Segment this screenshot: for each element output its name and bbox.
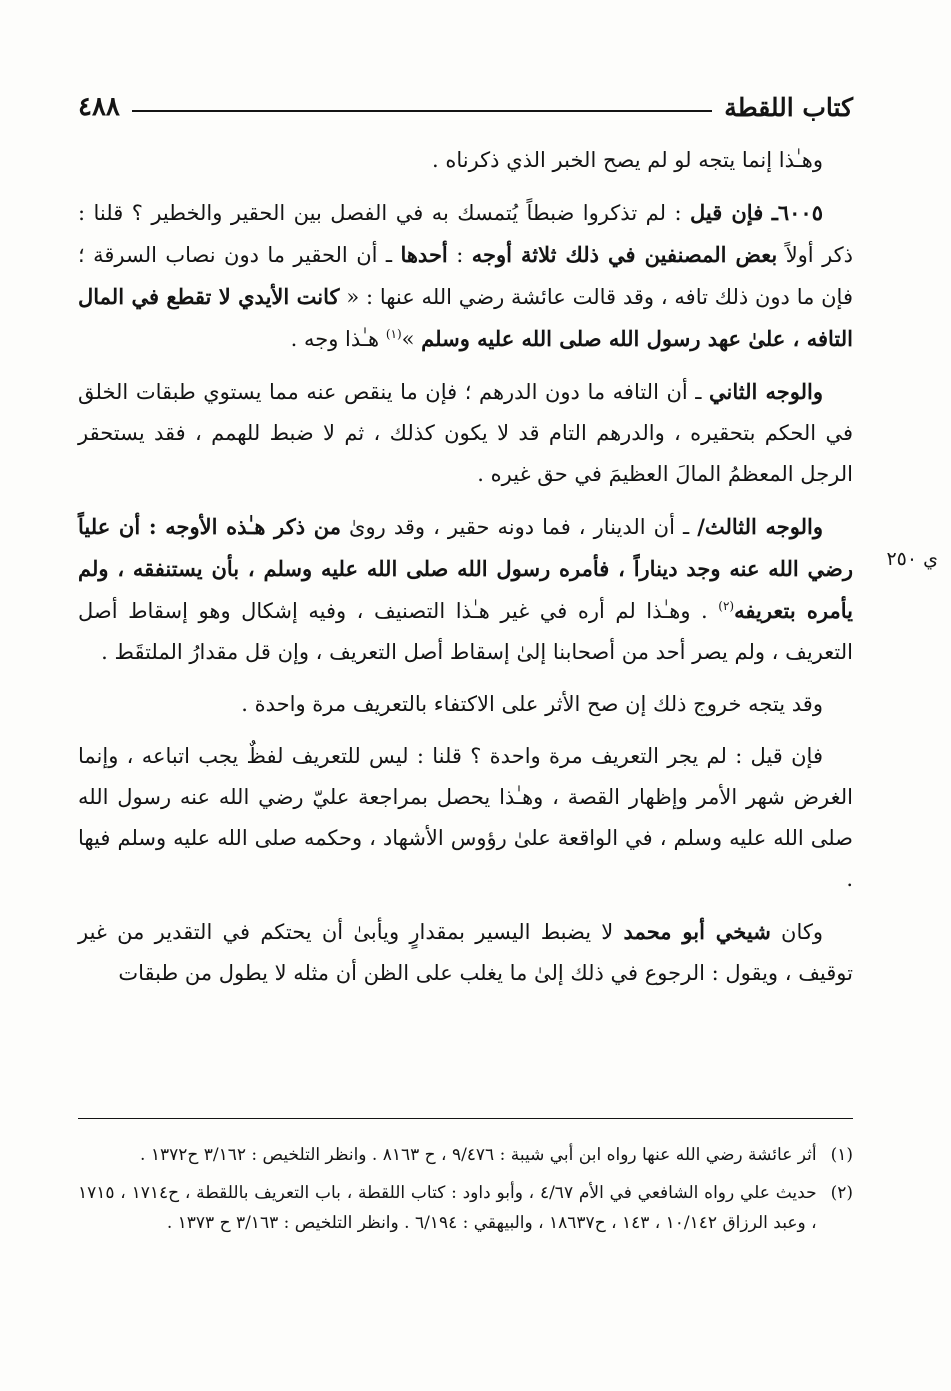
- main-text: [78, 140, 853, 1005]
- paragraph-2-text: »: [401, 327, 422, 351]
- paragraph-4: [78, 506, 853, 673]
- paragraph-5: وقد يتجه خروج ذلك إن صح الأثر على الاكتفاء بالتعريف مرة واحدة .: [241, 692, 823, 716]
- footnote-number: (٢): [830, 1183, 853, 1203]
- paragraph-2-text: : لم تذكروا ضبطاً يُتمسك به في الفصل بين الحقير والخطير ؟ قلنا : ذكر أولاً: [78, 201, 854, 267]
- issue-number: ٦٠٠٥ـ: [771, 200, 823, 225]
- paragraph-7: [78, 911, 853, 994]
- footnote-ref-2: (٢): [718, 599, 735, 613]
- paragraph-2-bold-1: بعض المصنفين في ذلك ثلاثة أوجه: [471, 242, 778, 267]
- footnote-number: (١): [830, 1145, 853, 1165]
- paragraph-2-bold-2: أحدها: [400, 242, 448, 267]
- footnote-ref-1: (١): [385, 327, 402, 341]
- footnote-2: [78, 1178, 853, 1238]
- running-header: [78, 80, 853, 120]
- paragraph-4-text: . وهـٰذا لم أره في غير هـٰذا التصنيف ، وفيه إشكال وهو إسقاط أصل التعريف ، ولم يصر أحد من أصحابنا إلىٰ إسقاط أصل التعريف ، وإن قل مقدارُ الملتقَط .: [78, 599, 853, 664]
- paragraph-2: [78, 192, 853, 360]
- paragraph-4-bold: من ذكر هـٰذه الأوجه : أن علياً رضي الله عنه وجد ديناراً ، فأمره رسول الله صلى الله عليه وسلم ، بأن يستنفقه ، ولم يأمره بتعريفه: [78, 514, 853, 623]
- paragraph-7-text: وكان: [770, 920, 824, 944]
- header-rule: [132, 110, 712, 112]
- paragraph-6: فإن قيل : لم يجر التعريف مرة واحدة ؟ قلنا : ليس للتعريف لفظٌ يجب اتباعه ، وإنما الغرض شهر الأمر وإظهار القصة ، وهـٰذا يحصل بمراجعة عليّ رضي الله عنه رسول الله صلى الله عليه وسلم ، في الواقعة علىٰ رؤوس الأشهاد ، وحكمه صلى الله عليه وسلم فيها .: [78, 744, 853, 891]
- paragraph-2-text: هـٰذا وجه .: [290, 327, 386, 351]
- footnote-text: أثر عائشة رضي الله عنها رواه ابن أبي شيبة : ٩/٤٧٦ ، ح ٨١٦٣ . وانظر التلخيص : ٣/١٦٢ ح١٣٧٢ .: [140, 1145, 817, 1165]
- footnote-1: [78, 1140, 853, 1170]
- page-number: ٤٨٨: [78, 92, 120, 122]
- book-title: كتاب اللقطة: [724, 93, 853, 122]
- paragraph-3-text: ـ أن التافه ما دون الدرهم ؛ فإن ما ينقص عنه مما يستوي طبقات الخلق في الحكم بتحقيره ، والدرهم التام قد لا يكون كذلك ، ثم لا ضبط للهمم ، فقد يستحقر الرجل المعظمُ المالَ العظيمَ في حق غيره .: [78, 380, 853, 486]
- paragraph-4-lead: والوجه الثالث/: [697, 514, 823, 539]
- margin-page-reference: ي ٢٥٠: [886, 548, 938, 570]
- footnote-text: حديث علي رواه الشافعي في الأم ٤/٦٧ ، وأبو داود : كتاب اللقطة ، باب التعريف باللقطة ، ح١٧١٤ ، ١٧١٥ ، وعبد الرزاق ١٠/١٤٢ ، ١٤٣ ، ح١٨٦٣٧ ، والبيهقي : ٦/١٩٤ . وانظر التلخيص : ٣/١٦٣ ح ١٣٧٣ .: [78, 1183, 817, 1233]
- paragraph-1: وهـٰذا إنما يتجه لو لم يصح الخبر الذي ذكرناه .: [431, 148, 823, 172]
- paragraph-3-lead: والوجه الثاني: [709, 379, 823, 404]
- paragraph-3: [78, 371, 853, 495]
- paragraph-7-bold: شيخي أبو محمد: [623, 919, 771, 944]
- paragraph-2-lead: فإن قيل: [690, 200, 764, 225]
- paragraph-2-text: :: [447, 243, 472, 267]
- footnote-separator: [78, 1118, 853, 1119]
- paragraph-4-text: ـ أن الدينار ، فما دونه حقير ، وقد روىٰ: [341, 515, 698, 539]
- paragraph-2-text: ـ أن الحقير ما دون نصاب السرقة ؛ فإن ما دون ذلك تافه ، وقد قالت عائشة رضي الله عنها : «: [78, 243, 853, 309]
- paragraph-7-text: لا يضبط اليسير بمقدارٍ ويأبىٰ أن يحتكم في التقدير من غير توقيف ، ويقول : الرجوع في ذلك إلىٰ ما يغلب على الظن أن مثله لا يطول من طبقات: [78, 920, 853, 985]
- footnotes: [78, 1140, 853, 1246]
- hadith-quote: كانت الأيدي لا تقطع في المال التافه ، علىٰ عهد رسول الله صلى الله عليه وسلم: [78, 284, 853, 351]
